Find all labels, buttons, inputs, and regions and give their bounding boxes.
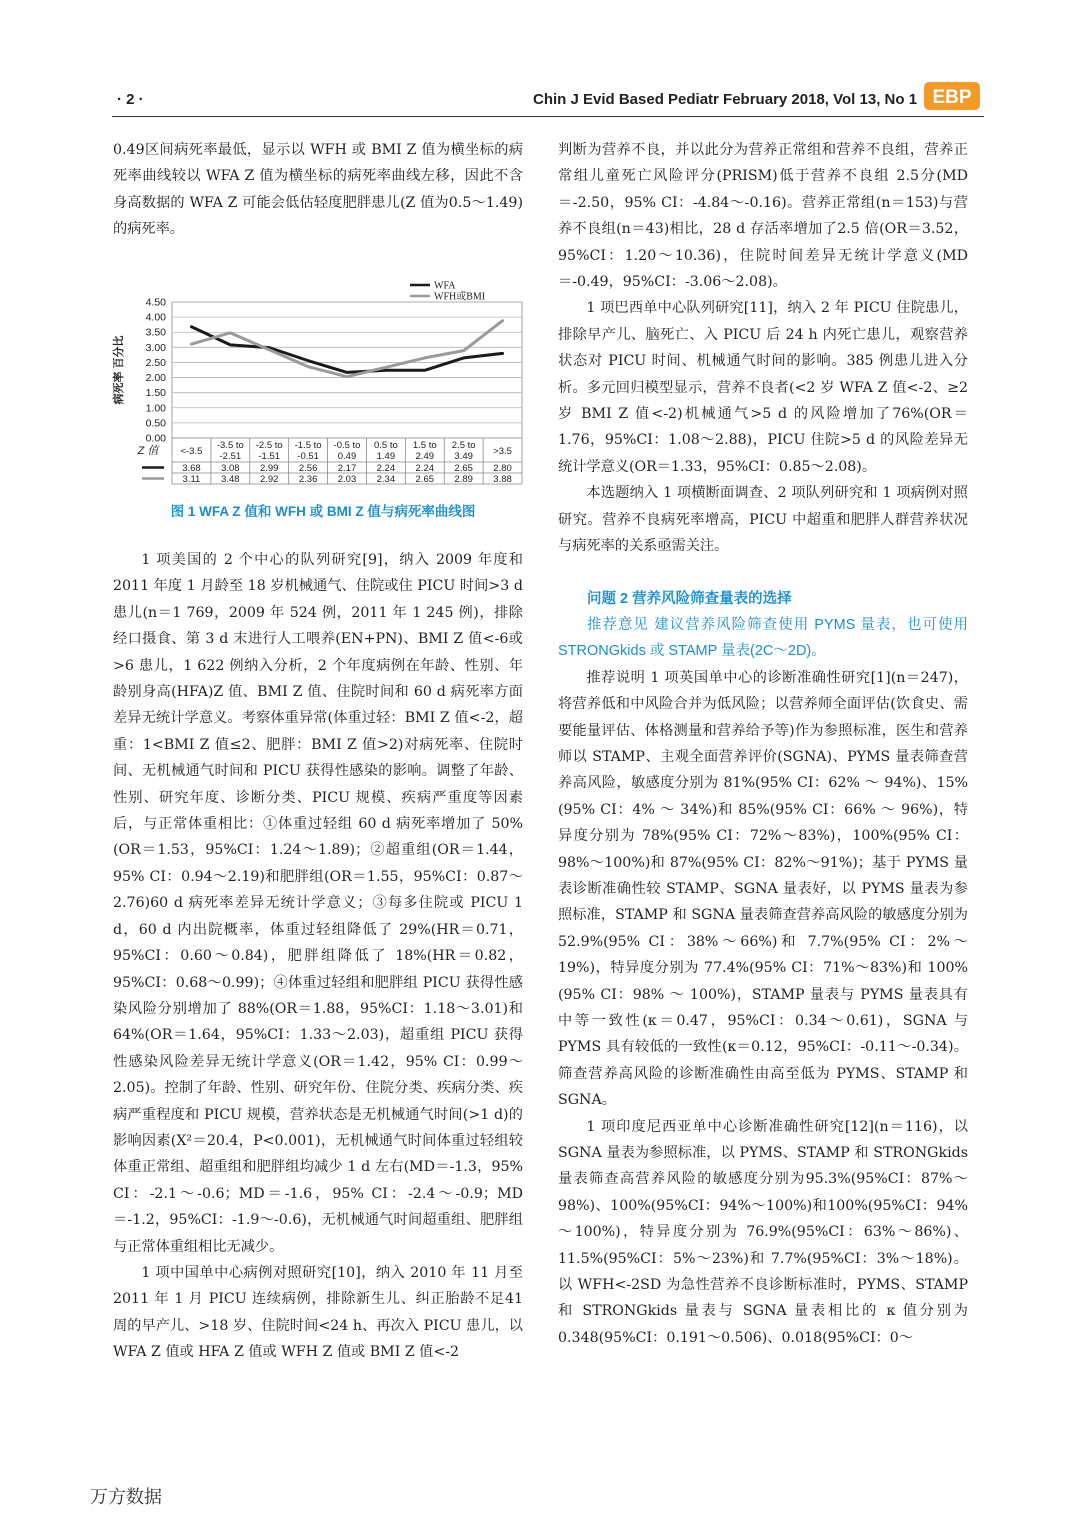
logo-text: EBP: [932, 87, 972, 108]
y-tick-label: 2.50: [145, 356, 166, 369]
plot-area: [172, 302, 522, 438]
data-table-value: 2.92: [259, 474, 279, 485]
y-tick-label: 4.50: [145, 296, 166, 309]
y-tick-label: 4.00: [145, 311, 166, 324]
data-table-value: 2.89: [454, 474, 473, 485]
journal-header: Chin J Evid Based Pediatr February 2018, Vol 13, No 1: [533, 91, 918, 108]
y-tick-label: 1.00: [145, 402, 166, 415]
category-label: 3.49: [454, 451, 473, 462]
y-tick-label: 1.50: [145, 387, 166, 400]
mortality-chart: [110, 280, 530, 495]
data-table-value: 2.65: [454, 463, 473, 474]
paragraph: 本选题纳入 1 项横断面调查、2 项队列研究和 1 项病例对照研究。营养不良病死率增高，PICU 中超重和肥胖人群营养状况与病死率的关系亟需关注。: [558, 485, 968, 555]
y-tick-label: 0.50: [145, 417, 166, 430]
data-table-value: 2.34: [376, 474, 396, 485]
data-table-value: 3.68: [182, 463, 201, 474]
y-tick-label: 0.00: [145, 432, 166, 445]
paragraph: 1 项巴西单中心队列研究[11]，纳入 2 年 PICU 住院患儿，排除早产儿、脑死亡、入 PICU 后 24 h 内死亡患儿，观察营养状态对 PICU 时间、机械通气时间的影响。385 例患儿进入分析。多元回归模型显示，营养不良者(<2 岁 WFA Z 值<-2、≥2 岁 BMI Z 值<-2)机械通气>5 d 的风险增加了76%(OR＝1.76，95%CI：1.08～2.88)，PICU 住院>5 d 的风险差异无统计学意义(OR＝1.33，95%CI：0.85～2.08)。: [558, 300, 968, 475]
category-label: -2.51: [219, 451, 242, 462]
data-table-value: 3.48: [221, 474, 240, 485]
data-table-value: 2.24: [376, 463, 396, 474]
data-table-value: 2.03: [337, 474, 357, 485]
category-label: -1.5 to: [294, 440, 322, 451]
data-table-value: 2.99: [259, 463, 279, 474]
data-table-value: 3.08: [221, 463, 240, 474]
category-label: 2.5 to: [451, 440, 476, 451]
y-tick-label: 3.00: [145, 341, 166, 354]
data-table-value: 2.56: [298, 463, 318, 474]
category-label: -0.5 to: [333, 440, 361, 451]
category-label: >3.5: [493, 446, 512, 457]
data-table-value: 2.17: [337, 463, 357, 474]
legend-label: WFA: [434, 280, 456, 292]
category-label: -1.51: [258, 451, 281, 462]
data-table-value: 2.24: [415, 463, 435, 474]
page-number: · 2 ·: [117, 91, 144, 108]
category-label: <-3.5: [180, 446, 203, 457]
category-label: -3.5 to: [216, 440, 244, 451]
data-table-value: 2.36: [298, 474, 318, 485]
category-label: -2.5 to: [255, 440, 283, 451]
category-label: -0.51: [297, 451, 319, 462]
y-axis-label: 病死率 百分比: [113, 335, 125, 405]
question-heading: 问题 2 营养风险筛查量表的选择: [587, 590, 792, 607]
paragraph: 1 项印度尼西亚单中心诊断准确性研究[12](n＝116)，以 SGNA 量表为参照标准，以 PYMS、STAMP 和 STRONGkids 量表筛查高营养风险的敏感度分别为95.3%(95%CI：87%～98%)、100%(95%CI：94%～100%)和100%(95%CI：94%～100%)，特异度分别为 76.9%(95%CI：63%～86%)、11.5%(95%CI：5%～23%)和 7.7%(95%CI：3%～18%)。以 WFH<-2SD 为急性营养不良诊断标准时，PYMS、STAMP 和 STRONGkids 量表与 SGNA 量表相比的 κ 值分别为 0.348(95%CI：0.191～0.506)、0.018(95%CI：0～: [558, 1118, 968, 1346]
paragraph: 判断为营养不良，并以此分为营养正常组和营养不良组，营养正常组儿童死亡风险评分(PRISM)低于营养不良组 2.5分(MD＝-2.50，95% CI：-4.84～-0.16)。营养正常组(n＝153)与营养不良组(n＝43)相比，28 d 存活率增加了2.5 倍(OR＝3.52，95%CI：1.20～10.36)，住院时间差异无统计学意义(MD＝-0.49，95%CI：-3.06～2.08)。: [558, 142, 968, 291]
footer-watermark: 万方数据: [90, 1487, 162, 1508]
paragraph: 0.49区间病死率最低，显示以 WFH 或 BMI Z 值为横坐标的病死率曲线较以 WFA Z 值为横坐标的病死率曲线左移，因此不含身高数据的 WFA Z 可能会低估轻度肥胖患儿(Z 值为0.5～1.49)的病死率。: [113, 142, 523, 238]
x-axis-label: Z 值: [137, 445, 159, 457]
category-label: 1.49: [376, 451, 396, 462]
category-label: 0.5 to: [373, 440, 398, 451]
category-label: 1.5 to: [412, 440, 437, 451]
paragraph: 1 项美国的 2 个中心的队列研究[9]，纳入 2009 年度和 2011 年度 1 月龄至 18 岁机械通气、住院或住 PICU 时间>3 d患儿(n＝1 769，2009 年 524 例，2011 年 1 245 例)，排除经口摄食、第 3 d 末进行人工喂养(EN+PN)、BMI Z 值<-6或>6 患儿，1 622 例纳入分析，2 个年度病例在年龄、性别、年龄别身高(HFA)Z 值、BMI Z 值、住院时间和 60 d 病死率方面差异无统计学意义。考察体重异常(体重过轻：BMI Z 值<-2，超重：1<BMI Z 值≤2、肥胖：BMI Z 值>2)对病死率、住院时间、无机械通气时间和 PICU 获得性感染的影响。调整了年龄、性别、研究年度、诊断分类、PICU 规模、疾病严重度等因素后，与正常体重相比：①体重过轻组 60 d 病死率增加了 50%(OR＝1.53，95%CI：1.24～1.89)；②超重组(OR＝1.44，95% CI：0.94～2.19)和肥胖组(OR＝1.55，95%CI：0.87～2.76)60 d 病死率差异无统计学意义；③每多住院或 PICU 1 d，60 d 内出院概率，体重过轻组降低了 29%(HR＝0.71，95%CI：0.60～0.84)，肥胖组降低了 18%(HR＝0.82，95%CI：0.68～0.99)；④体重过轻组和肥胖组 PICU 获得性感染风险分别增加了 88%(OR＝1.88，95%CI：1.18～3.01)和 64%(OR＝1.64，95%CI：1.33～2.03)，超重组 PICU 获得性感染风险差异无统计学意义(OR＝1.42，95% CI：0.99～2.05)。控制了年龄、性别、研究年份、住院分类、疾病分类、疾病严重程度和 PICU 规模，营养状态是无机械通气时间(>1 d)的影响因素(X²＝20.4，P<0.001)，无机械通气时间体重过轻组较体重正常组、超重组和肥胖组均减少 1 d 左右(MD＝-1.3，95% CI：-2.1～-0.6；MD＝-1.6，95% CI：-2.4～-0.9；MD＝-1.2，95%CI：-1.9～-0.6)，无机械通气时间超重组、肥胖组与正常体重组相比无减少。: [113, 552, 523, 1255]
category-label: 0.49: [337, 451, 357, 462]
data-table-value: 3.11: [182, 474, 201, 485]
right-column: [558, 137, 968, 1351]
y-tick-label: 3.50: [145, 326, 166, 339]
category-label: 2.49: [415, 451, 435, 462]
left-column-body: [113, 547, 523, 1366]
data-table-value: 2.65: [415, 474, 435, 485]
y-tick-label: 2.00: [145, 372, 166, 385]
figure-caption: 图 1 WFA Z 值和 WFH 或 BMI Z 值与病死率曲线图: [170, 504, 476, 519]
paragraph: 1 项中国单中心病例对照研究[10]，纳入 2010 年 11 月至 2011 年 1 月 PICU 连续病例，排除新生儿、纠正胎龄不足41 周的早产儿、>18 岁、住院时间<24 h、再次入 PICU 患儿，以 WFA Z 值或 HFA Z 值或 WFH Z 值或 BMI Z 值<-2: [113, 1264, 523, 1361]
journal-logo: [924, 82, 980, 110]
data-table-value: 3.88: [493, 474, 512, 485]
paragraph: 推荐说明 1 项英国单中心的诊断准确性研究[1](n＝247)，将营养低和中风险合并为低风险；以营养师全面评估(饮食史、需要能量评估、体格测量和营养给予等)作为参照标准，医生和营养师以 STAMP、主观全面营养评价(SGNA)、PYMS 量表筛查营养高风险，敏感度分别为 81%(95% CI：62% ～ 94%)、15%(95% CI：4% ～ 34%)和 85%(95% CI：66% ～ 96%)，特异度分别为 78%(95% CI：72%～83%)，100%(95% CI：98%～100%)和 87%(95% CI：82%～91%)；基于 PYMS 量表诊断准确性较 STAMP、SGNA 量表好，以 PYMS 量表为参照标准，STAMP 和 SGNA 量表筛查营养高风险的敏感度分别为 52.9%(95% CI：38%～66%)和 7.7%(95% CI：2%～19%)，特异度分别为 77.4%(95% CI：71%～83%)和 100%(95% CI：98% ～ 100%)，STAMP 量表与 PYMS 量表具有中等一致性(κ＝0.47，95%CI：0.34～0.61)，SGNA 与 PYMS 具有较低的一致性(κ＝0.12，95%CI：-0.11～-0.34)。筛查营养高风险的诊断准确性由高至低为 PYMS、STAMP 和 SGNA。: [558, 669, 968, 1109]
legend-label: WFH或BMI: [434, 291, 486, 303]
data-table-value: 2.80: [493, 463, 512, 474]
header-rule: [112, 116, 984, 117]
recommendation: 推荐意见 建议营养风险筛查使用 PYMS 量表，也可使用 STRONGkids 或 STAMP 量表(2C～2D)。: [558, 616, 968, 660]
left-column-top: [113, 137, 523, 243]
